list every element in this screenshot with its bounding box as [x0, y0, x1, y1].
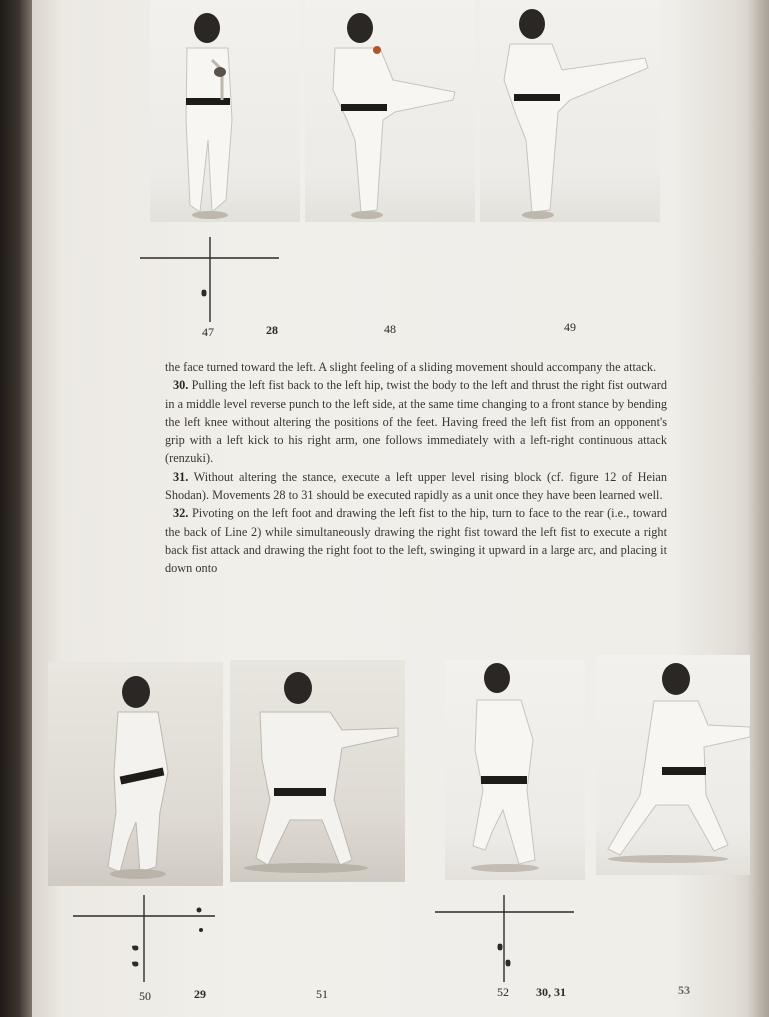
- paragraph-31: [165, 468, 667, 505]
- figure-number-50: 50: [139, 989, 151, 1003]
- figure-number-29: 29: [194, 987, 206, 1001]
- page-edge-shadow: [747, 0, 769, 1017]
- movement-number-30: 30.: [173, 378, 189, 393]
- stance-diagram-50: [70, 892, 218, 984]
- paragraph-30: [165, 376, 667, 467]
- photo-figure-52: [445, 660, 585, 880]
- movement-number-32: 32.: [173, 506, 189, 521]
- body-text: [165, 358, 667, 578]
- paragraph-31-text: Without altering the stance, execute a left upper level rising block (cf. figure 12 of Heian Shodan). Movements 28 to 31 should be executed rapidly as a unit once they have been learned well.: [165, 469, 667, 503]
- page-number: 53: [678, 983, 690, 997]
- figure-number-49: 49: [564, 320, 576, 334]
- stance-diagram-52: [432, 892, 577, 984]
- photo-figure-48: [305, 0, 475, 222]
- stance-diagram-47: [140, 234, 282, 324]
- figure-number-51: 51: [316, 987, 328, 1001]
- book-spine: [0, 0, 34, 1017]
- figure-number-52: 52: [497, 985, 509, 999]
- paragraph-continuation: the face turned toward the left. A slight feeling of a sliding movement should accompany the attack.: [165, 360, 657, 374]
- figure-number-47: 47: [202, 325, 214, 339]
- photo-figure-47: [150, 0, 300, 222]
- figure-number-28: 28: [266, 323, 278, 337]
- photo-figure-50: [48, 662, 223, 886]
- paragraph-32-text: Pivoting on the left foot and drawing the left fist to the hip, turn to face to the rear (i.e., toward the back of Line 2) while simultaneously drawing the right fist toward the left fist to execute a right back fist attack and drawing the right foot to the left, swinging it upward in a large arc, and placing it down onto: [165, 506, 667, 576]
- paragraph-30-text: Pulling the left fist back to the left hip, twist the body to the left and thrust the right fist outward in a middle level reverse punch to the left side, at the same time changing to a front stance by bending the left knee without altering the positions of the feet. Having freed the left fist from an opponent's grip with a left kick to his right arm, one follows immediately with a left-right continuous attack (renzuki).: [165, 378, 667, 466]
- photo-figure-51: [230, 660, 405, 882]
- paragraph-32: [165, 504, 667, 577]
- figure-number-30-31: 30, 31: [536, 985, 566, 999]
- photo-figure-53: [596, 655, 750, 875]
- movement-number-31: 31.: [173, 469, 189, 484]
- figure-number-48: 48: [384, 322, 396, 336]
- photo-figure-49: [480, 0, 660, 222]
